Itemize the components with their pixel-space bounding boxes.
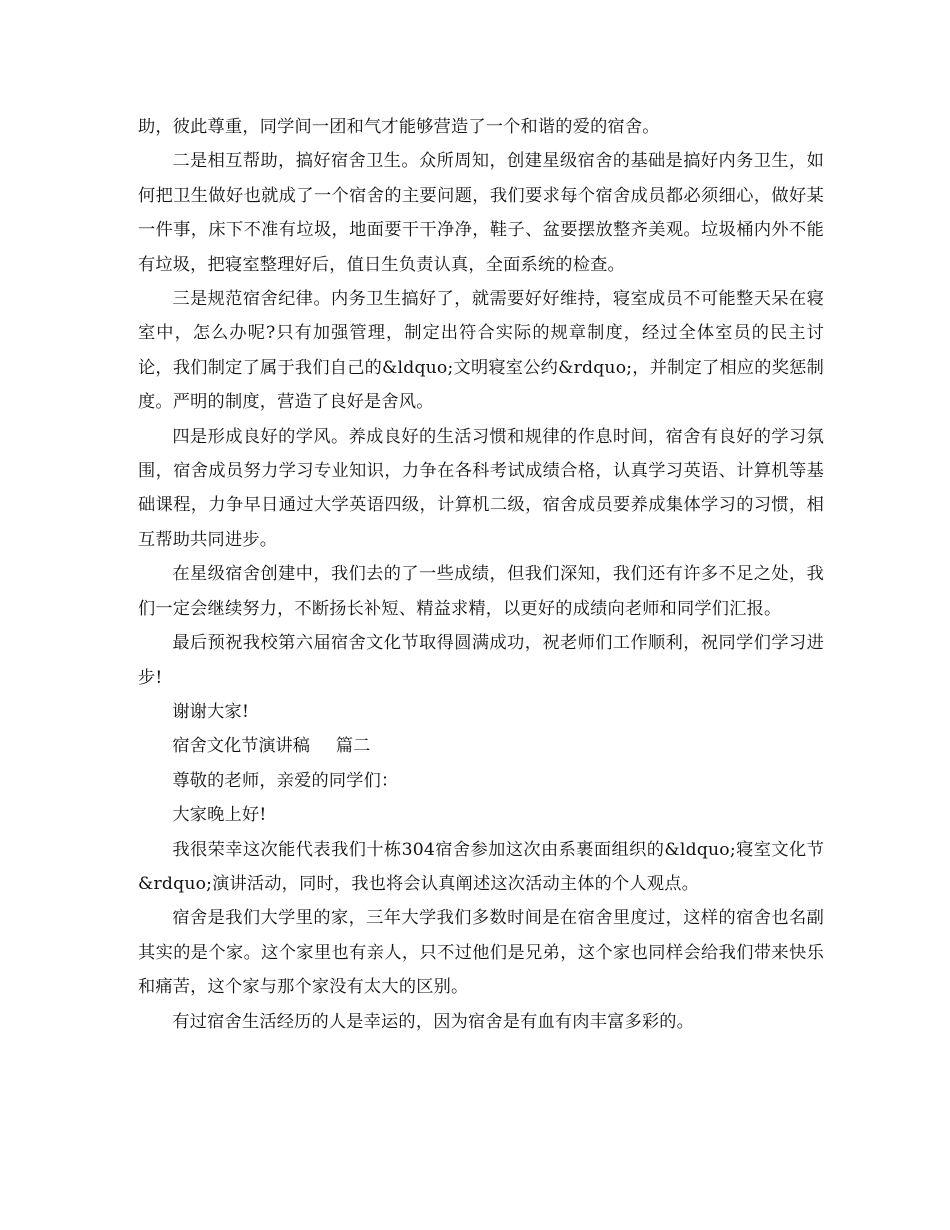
paragraph-4: 四是形成良好的学风。养成良好的生活习惯和规律的作息时间，宿舍有良好的学习氛围，宿舍成员努力学习专业知识，力争在各科考试成绩合格，认真学习英语、计算机等基础课程，力争早日通过大学英语四级，计算机二级，宿舍成员要养成集体学习的习惯，相互帮助共同进步。 [138,426,824,550]
paragraph-3: 三是规范宿舍纪律。内务卫生搞好了，就需要好好维持，寝室成员不可能整天呆在寝室中，怎么办呢?只有加强管理，制定出符合实际的规章制度，经过全体室员的民主讨论，我们制定了属于我们自己的&ldquo;文明寝室公约&rdquo;，并制定了相应的奖惩制度。严明的制度，营造了良好是舍风。 [138,289,824,413]
section-heading [138,729,824,763]
paragraph-1: 助，彼此尊重，同学间一团和气才能够营造了一个和谐的爱的宿舍。 [138,117,660,137]
paragraph-5: 在星级宿舍创建中，我们去的了一些成绩，但我们深知，我们还有许多不足之处，我们一定会继续努力，不断扬长补短、精益求精，以更好的成绩向老师和同学们汇报。 [138,564,824,619]
paragraph-12: 有过宿舍生活经历的人是幸运的，因为宿舍是有血有肉丰富多彩的。 [172,1011,695,1032]
paragraph-7: 谢谢大家! [172,701,250,722]
paragraph-6: 最后预祝我校第六届宿舍文化节取得圆满成功，祝老师们工作顺利，祝同学们学习进步! [138,633,824,688]
paragraph-8: 尊敬的老师，亲爱的同学们： [172,770,399,791]
paragraph-2: 二是相互帮助，搞好宿舍卫生。众所周知，创建星级宿舍的基础是搞好内务卫生，如何把卫生做好也就成了一个宿舍的主要问题，我们要求每个宿舍成员都必须细心，做好某一件事，床下不准有垃圾，地面要干干净净，鞋子、盆要摆放整齐美观。垃圾桶内外不能有垃圾，把寝室整理好后，值日生负责认真，全面系统的检查。 [138,151,824,275]
section-heading-title: 宿舍文化节演讲稿 [172,736,310,757]
paragraph-10: 我很荣幸这次能代表我们十栋304宿舍参加这次由系裹面组织的&ldquo;寝室文化节&rdquo;演讲活动，同时，我也将会认真阐述这次活动主体的个人观点。 [138,839,824,894]
paragraph-9: 大家晚上好! [172,805,267,826]
document-body [138,110,824,1039]
paragraph-11: 宿舍是我们大学里的家，三年大学我们多数时间是在宿舍里度过，这样的宿舍也名副其实的是个家。这个家里也有亲人，只不过他们是兄弟，这个家也同样会给我们带来快乐和痛苦，这个家与那个家没有太大的区别。 [138,908,824,998]
section-heading-suffix: 篇二 [335,736,371,757]
